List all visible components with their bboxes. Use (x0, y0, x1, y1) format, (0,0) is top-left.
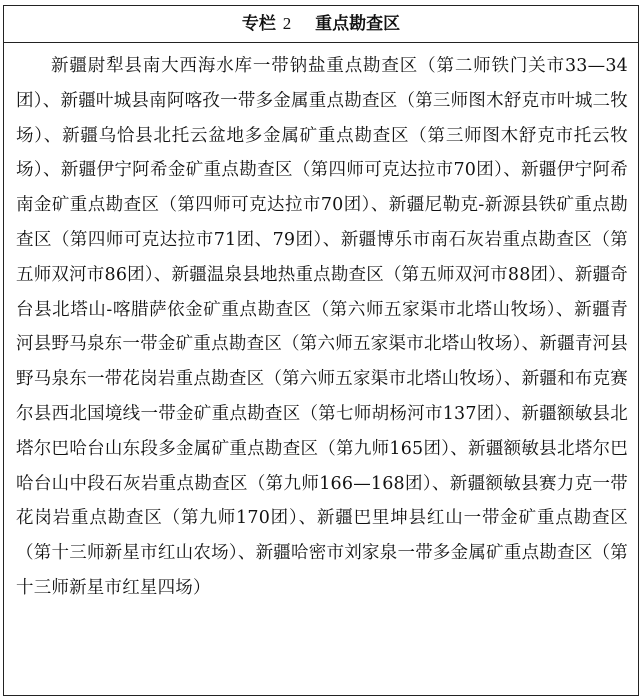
column-body: 新疆尉犁县南大西海水库一带钠盐重点勘查区（第二师铁门关市33—34团）、新疆叶城县南阿喀孜一带多金属重点勘查区（第三师图木舒克市叶城二牧场）、新疆乌恰县北托云盆地多金属矿重点勘查区（第三师图木舒克市托云牧场）、新疆伊宁阿希金矿重点勘查区（第四师可克达拉市70团）、新疆伊宁阿希南金矿重点勘查区（第四师可克达拉市70团）、新疆尼勒克-新源县铁矿重点勘查区（第四师可克达拉市71团、79团）、新疆博乐市南石灰岩重点勘查区（第五师双河市86团）、新疆温泉县地热重点勘查区（第五师双河市88团）、新疆奇台县北塔山-喀腊萨依金矿重点勘查区（第六师五家渠市北塔山牧场）、新疆青河县野马泉东一带金矿重点勘查区（第六师五家渠市北塔山牧场）、新疆青河县野马泉东一带花岗岩重点勘查区（第六师五家渠市北塔山牧场）、新疆和布克赛尔县西北国境线一带金矿重点勘查区（第七师胡杨河市137团）、新疆额敏县北塔尔巴哈台山东段多金属矿重点勘查区（第九师165团）、新疆额敏县北塔尔巴哈台山中段石灰岩重点勘查区（第九师166—168团）、新疆额敏县赛力克一带花岗岩重点勘查区（第九师170团）、新疆巴里坤县红山一带金矿重点勘查区（第十三师新星市红山农场）、新疆哈密市刘家泉一带多金属矿重点勘查区（第十三师新星市红星四场） (16, 56, 628, 598)
title-prefix: 专栏 (241, 14, 276, 34)
column-title (4, 6, 638, 43)
column-box (3, 5, 639, 696)
title-number: 2 (282, 14, 292, 33)
title-text: 重点勘查区 (315, 14, 401, 34)
